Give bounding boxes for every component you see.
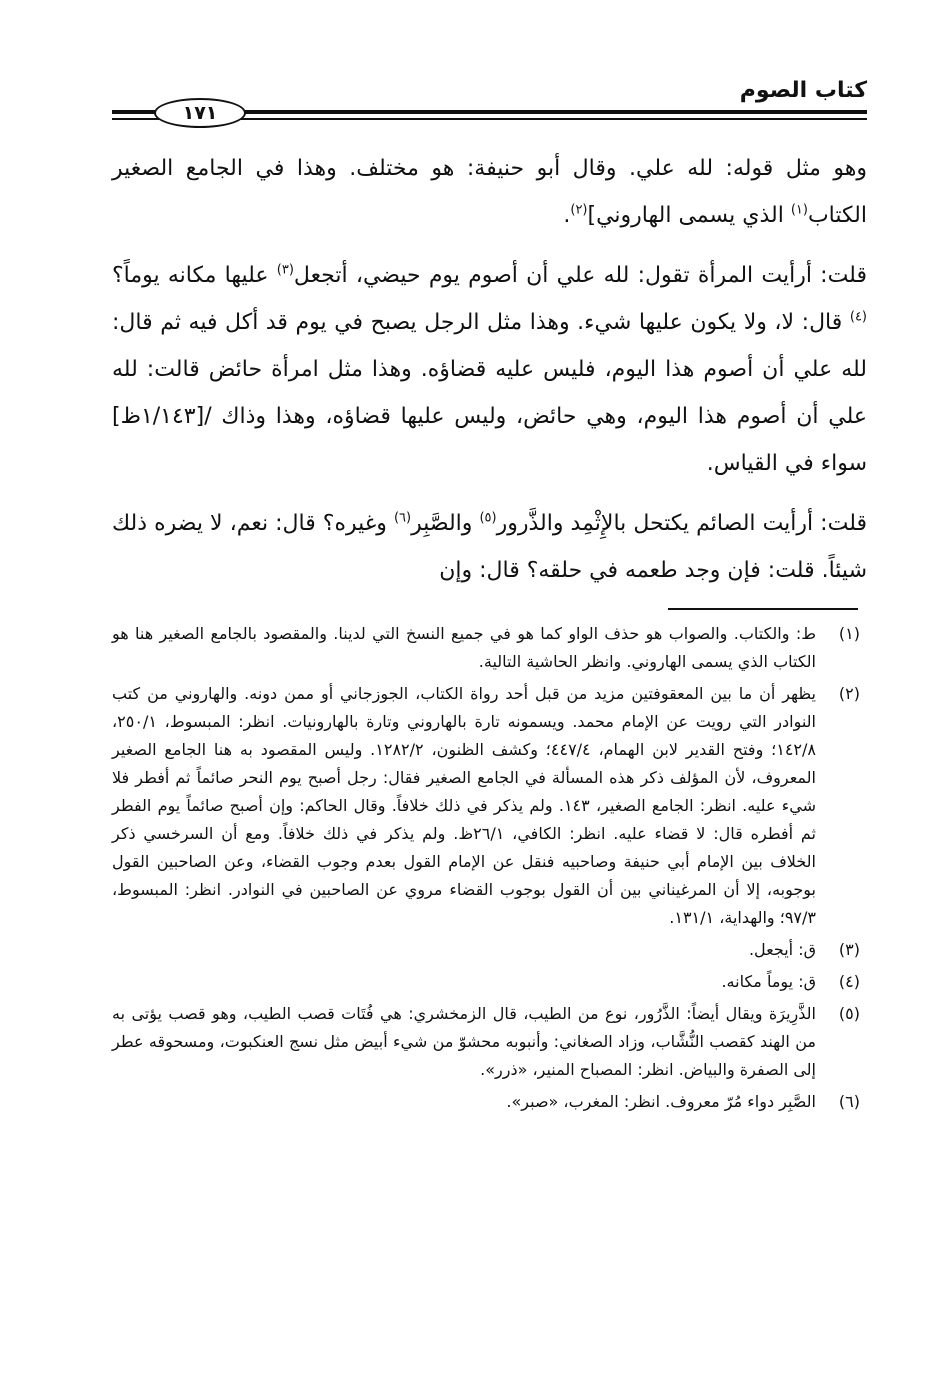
paragraph-text: والصَّبِر <box>411 511 480 536</box>
footnote-text: ق: أيجعل. <box>748 940 816 959</box>
footnote-ref: (٥) <box>479 510 497 526</box>
paragraph <box>112 252 867 487</box>
paragraph-text: عليها مكانه يوماً؟ <box>112 263 277 288</box>
footnote-text: الصَّبِر دواء مُرّ معروف. انظر: المغرب، «صبر». <box>506 1092 816 1111</box>
footnote-ref: (١) <box>790 202 808 218</box>
paragraph-text: قال: لا، ولا يكون عليها شيء. وهذا مثل الرجل يصبح في يوم قد أكل فيه ثم قال: لله علي أن أصوم هذا اليوم، فليس عليه قضاؤه. وهذا مثل امرأة حائض قالت: لله علي أن أصوم هذا اليوم، وهي حائض، وليس عليها قضاؤه، وهذا وذاك /[١/١٤٣ظ] سواء في القياس. <box>112 310 867 476</box>
footnote-text: ط: والكتاب. والصواب هو حذف الواو كما هو في جميع النسخ التي لدينا. والمقصود بالجامع الصغير هنا هو الكتاب الذي يسمى الهاروني. وانظر الحاشية التالية. <box>112 624 816 671</box>
footnote-text: يظهر أن ما بين المعقوفتين مزيد من قبل أحد رواة الكتاب، الجوزجاني أو ممن دونه. والهاروني من كتب النوادر التي رويت عن الإمام محمد. ويسمونه تارة بالهاروني وتارة بالهارونيات. انظر: المبسوط، ٢٥٠/١، ١٤٢/٨؛ وفتح القدير لابن الهمام، ٤٤٧/٤؛ وكشف الظنون، ١٢٨٢/٢. وليس المقصود به هنا الجامع الصغير المعروف، لأن المؤلف ذكر هذه المسألة في الجامع الصغير فقال: رجل أصبح يوم النحر صائماً ثم أفطر فلا شيء عليه. انظر: الجامع الصغير، ١٤٣. ولم يذكر في ذلك خلافاً. وقال الحاكم: وإن أصبح صائماً يوم الفطر ثم أفطره قال: لا قضاء عليه. انظر: الكافي، ٢٦/١ظ. ولم يذكر في ذلك خلافاً. ومع أن السرخسي ذكر الخلاف بين الإمام أبي حنيفة وصاحبيه فنقل عن الإمام القول بعدم وجوب القضاء، وعن الصاحبين القول بوجوبه، إلا أن المرغيناني بين أن القول بوجوب القضاء مروي عن الصاحبين في النوادر. انظر: المبسوط، ٩٧/٣؛ والهداية، ١٣١/١. <box>112 684 817 927</box>
page-number: ١٧١ <box>154 98 246 128</box>
footnote-separator <box>668 608 858 610</box>
paragraph-text: قلت: أرأيت الصائم يكتحل بالإِثْمِد والذَّرور <box>496 511 868 536</box>
footnote-number: (٣) <box>838 940 860 959</box>
footnote-number: (١) <box>838 624 860 643</box>
paragraph <box>112 145 867 239</box>
footnote-ref: (٢) <box>570 202 588 218</box>
main-text <box>112 145 867 607</box>
footnote-text: ق: يوماً مكانه. <box>721 972 816 991</box>
footnote-number: (٦) <box>838 1092 860 1111</box>
footnote-number: (٤) <box>838 972 860 991</box>
paragraph-text: قلت: أرأيت المرأة تقول: لله علي أن أصوم يوم حيضي، أتجعل <box>293 263 867 288</box>
page-header <box>112 78 867 128</box>
footnote-number: (٥) <box>838 1004 860 1023</box>
footnote <box>112 1000 860 1084</box>
paragraph-text: الذي يسمى الهاروني] <box>587 203 791 228</box>
footnotes <box>112 620 860 1120</box>
paragraph <box>112 500 867 594</box>
footnote-ref: (٤) <box>849 309 867 325</box>
footnote-ref: (٦) <box>393 510 412 526</box>
paragraph-text: . <box>563 203 571 228</box>
footnote-ref: (٣) <box>276 262 294 278</box>
paragraph-text: وغيره؟ قال: نعم، لا يضره ذلك شيئاً. قلت: فإن وجد طعمه في حلقه؟ قال: وإن <box>112 511 867 583</box>
footnote-text: الذَّرِيرَة ويقال أيضاً: الذَّرُور، نوع من الطيب، قال الزمخشري: هي فُتَات قصب الطيب، وهو قصب يؤتى به من الهند كقصب النُّشَّاب، وزاد الصغاني: وأنبوبه محشوّ من شيء أبيض مثل نسج العنكبوت، ومسحوقه عطر إلى الصفرة والبياض. انظر: المصباح المنير، «ذرر». <box>112 1004 816 1079</box>
chapter-title: كتاب الصوم <box>739 78 867 103</box>
footnote <box>112 936 860 964</box>
footnote <box>112 1088 860 1116</box>
footnote <box>112 620 860 676</box>
paragraph-text: وهو مثل قوله: لله علي. وقال أبو حنيفة: هو مختلف. وهذا في الجامع الصغير الكتاب <box>112 156 867 228</box>
footnote <box>112 680 860 932</box>
footnote-number: (٢) <box>838 684 860 703</box>
footnote <box>112 968 860 996</box>
